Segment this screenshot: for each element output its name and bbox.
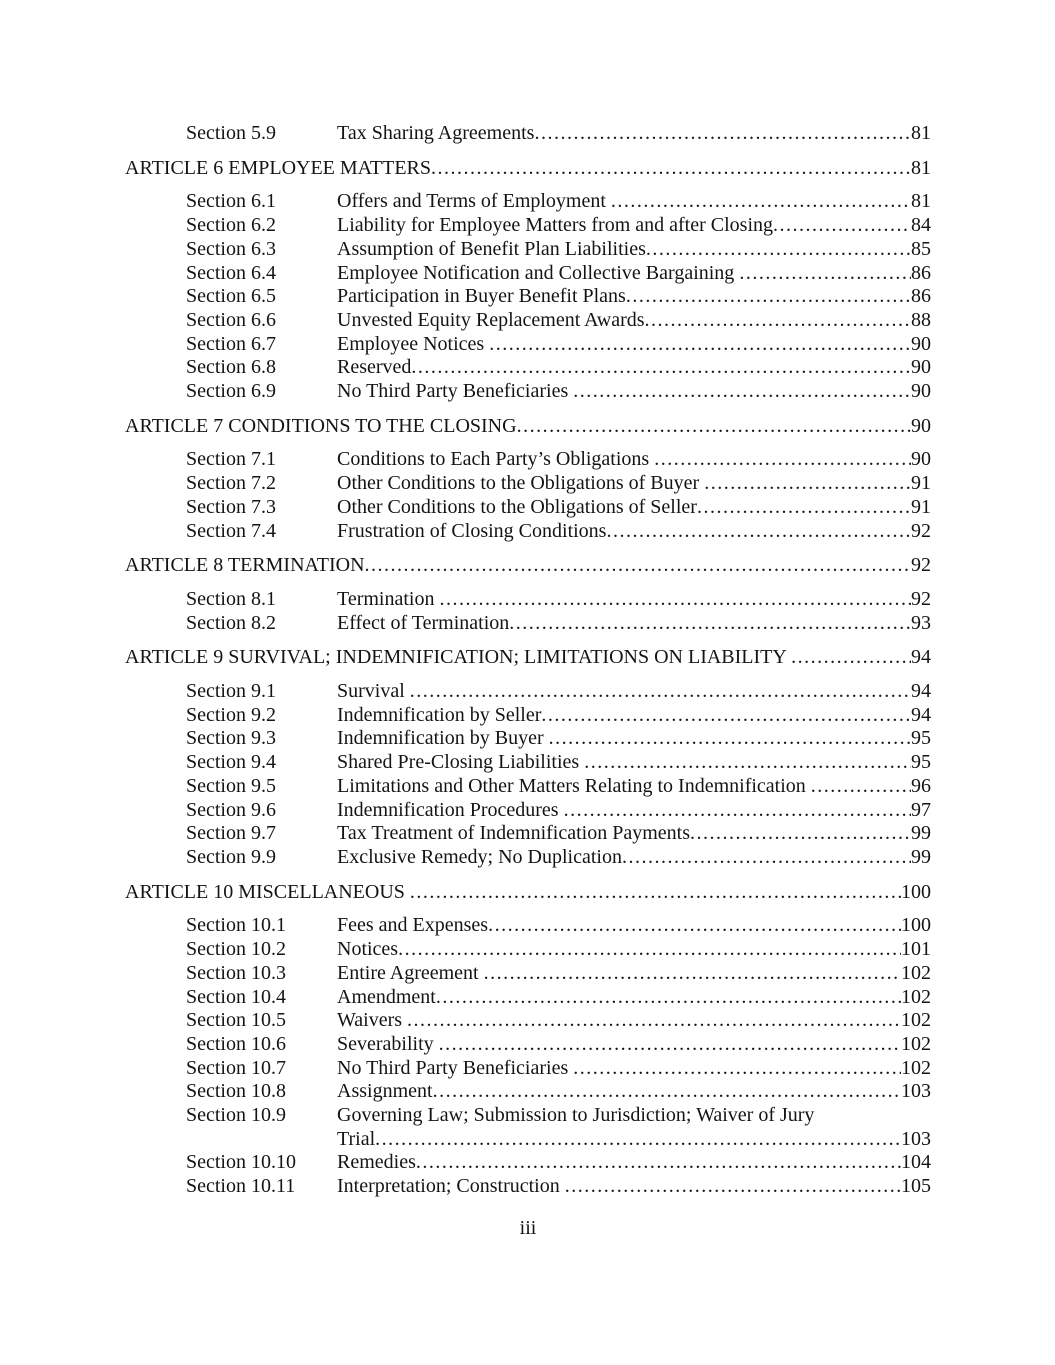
entry-title: Limitations and Other Matters Relating to Indemnification — [337, 774, 811, 797]
toc-entry-section — [125, 285, 931, 309]
section-number: Section 9.1 — [186, 680, 276, 703]
section-number: Section 9.5 — [186, 774, 276, 797]
entry-page-number: 81 — [911, 122, 931, 144]
entry-title: ARTICLE 10 MISCELLANEOUS — [125, 880, 410, 903]
dot-leader — [791, 646, 911, 670]
section-number: Section 8.2 — [186, 611, 276, 634]
dot-leader — [439, 1033, 901, 1057]
toc-entry-section — [125, 356, 931, 380]
entry-title: Severability — [337, 1032, 439, 1055]
dot-leader — [606, 520, 911, 544]
entry-page-number: 93 — [911, 611, 931, 634]
entry-title: Assumption of Benefit Plan Liabilities — [337, 237, 646, 260]
toc-entry-section — [125, 938, 931, 962]
entry-title: ARTICLE 8 TERMINATION — [125, 554, 365, 577]
entry-title: Other Conditions to the Obligations of Seller — [337, 495, 697, 518]
section-number: Section 9.3 — [186, 727, 276, 750]
toc-entry-section — [125, 799, 931, 823]
entry-title: Amendment — [337, 985, 436, 1008]
entry-title: Employee Notification and Collective Bargaining — [337, 261, 740, 284]
toc-entry-section — [125, 914, 931, 938]
entry-page-number: 102 — [901, 1032, 931, 1055]
dot-leader — [488, 914, 901, 938]
entry-title: Governing Law; Submission to Jurisdiction; Waiver of Jury — [337, 1104, 815, 1127]
section-number: Section 10.8 — [186, 1080, 286, 1103]
entry-page-number: 90 — [911, 448, 931, 471]
entry-page-number: 95 — [911, 727, 931, 750]
toc-entry-section — [125, 1175, 931, 1199]
dot-leader — [697, 496, 911, 520]
section-number: Section 6.8 — [186, 356, 276, 379]
entry-title: Indemnification by Buyer — [337, 727, 549, 750]
dot-leader — [433, 1080, 901, 1104]
entry-page-number: 94 — [911, 680, 931, 703]
entry-page-number: 105 — [901, 1175, 931, 1198]
toc-entry-section — [125, 262, 931, 286]
entry-page-number: 90 — [911, 356, 931, 379]
toc-entry-article — [125, 157, 931, 181]
entry-page-number: 90 — [911, 332, 931, 355]
dot-leader — [416, 1151, 901, 1175]
dot-leader — [573, 380, 911, 404]
entry-page-number: 94 — [911, 703, 931, 726]
entry-title: Interpretation; Construction — [337, 1175, 565, 1198]
entry-page-number: 91 — [911, 495, 931, 518]
dot-leader — [704, 472, 911, 496]
section-number: Section 10.6 — [186, 1032, 286, 1055]
toc-entry-article — [125, 415, 931, 439]
toc-content — [125, 122, 931, 1240]
entry-title: ARTICLE 7 CONDITIONS TO THE CLOSING — [125, 414, 517, 437]
dot-leader — [626, 285, 911, 309]
entry-page-number: 99 — [911, 845, 931, 868]
section-number: Section 9.2 — [186, 703, 276, 726]
section-number: Section 7.2 — [186, 472, 276, 495]
dot-leader — [436, 986, 901, 1010]
entry-title: Trial — [337, 1127, 376, 1150]
dot-leader — [645, 309, 911, 333]
toc-entry-section — [125, 751, 931, 775]
toc-entry-section — [125, 822, 931, 846]
dot-leader — [654, 448, 911, 472]
dot-leader — [622, 846, 911, 870]
toc-entry-section — [125, 962, 931, 986]
entry-page-number: 81 — [911, 190, 931, 213]
dot-leader — [584, 751, 911, 775]
entry-title: Employee Notices — [337, 332, 490, 355]
entry-page-number: 91 — [911, 472, 931, 495]
toc-entry-section — [125, 704, 931, 728]
entry-title: Tax Treatment of Indemnification Payments — [337, 822, 690, 845]
toc-entry-article — [125, 554, 931, 578]
dot-leader — [690, 822, 911, 846]
section-number: Section 9.6 — [186, 798, 276, 821]
dot-leader — [549, 727, 911, 751]
entry-title: Liability for Employee Matters from and after Closing — [337, 214, 773, 237]
toc-entry-section — [125, 238, 931, 262]
toc-entry-section — [125, 846, 931, 870]
section-number: Section 10.5 — [186, 1009, 286, 1032]
dot-leader — [509, 612, 911, 636]
dot-leader — [398, 938, 901, 962]
toc-entry-section — [125, 588, 931, 612]
entry-title: Unvested Equity Replacement Awards — [337, 308, 645, 331]
toc-entry-section — [125, 1080, 931, 1104]
entry-page-number: 95 — [911, 751, 931, 774]
entry-page-number: 92 — [911, 587, 931, 610]
page-number-footer: iii — [519, 1216, 537, 1239]
entry-page-number: 84 — [911, 214, 931, 237]
toc-entry-section — [125, 190, 931, 214]
entry-title: Indemnification by Seller — [337, 703, 542, 726]
toc-entry-article — [125, 881, 931, 905]
entry-title: Shared Pre-Closing Liabilities — [337, 751, 585, 774]
entry-page-number: 102 — [901, 961, 931, 984]
entry-title: Fees and Expenses — [337, 914, 489, 937]
entry-page-number: 92 — [911, 554, 931, 577]
toc-entry-section — [125, 1104, 931, 1128]
dot-leader — [534, 122, 911, 146]
dot-leader — [375, 1128, 901, 1152]
table-of-contents — [125, 122, 931, 1199]
entry-page-number: 90 — [911, 414, 931, 437]
dot-leader — [611, 190, 911, 214]
section-number: Section 6.2 — [186, 214, 276, 237]
toc-entry-section — [125, 448, 931, 472]
section-number: Section 7.4 — [186, 519, 276, 542]
section-number: Section 6.1 — [186, 190, 276, 213]
entry-page-number: 81 — [911, 156, 931, 179]
entry-page-number: 86 — [911, 261, 931, 284]
toc-entry-section — [125, 1033, 931, 1057]
entry-title: Assignment — [337, 1080, 433, 1103]
dot-leader — [411, 356, 911, 380]
entry-page-number: 96 — [911, 774, 931, 797]
toc-entry-section — [125, 1151, 931, 1175]
toc-entry-section — [125, 727, 931, 751]
section-number: Section 9.4 — [186, 751, 276, 774]
entry-title: Entire Agreement — [337, 961, 484, 984]
entry-page-number: 88 — [911, 308, 931, 331]
section-number: Section 7.1 — [186, 448, 276, 471]
toc-entry-section — [125, 309, 931, 333]
toc-entry-article — [125, 646, 931, 670]
toc-entry-section — [125, 1057, 931, 1081]
toc-entry-section — [125, 214, 931, 238]
toc-entry-section — [125, 680, 931, 704]
entry-page-number: 101 — [901, 938, 931, 961]
dot-leader — [365, 554, 911, 578]
entry-page-number: 102 — [901, 1009, 931, 1032]
entry-page-number: 92 — [911, 519, 931, 542]
entry-page-number: 94 — [911, 646, 931, 669]
section-number: Section 6.7 — [186, 332, 276, 355]
dot-leader — [410, 881, 901, 905]
section-number: Section 5.9 — [186, 122, 276, 144]
entry-title: ARTICLE 6 EMPLOYEE MATTERS — [125, 156, 432, 179]
entry-page-number: 103 — [901, 1127, 931, 1150]
toc-entry-section — [125, 520, 931, 544]
dot-leader — [410, 680, 911, 704]
entry-title: Survival — [337, 680, 410, 703]
entry-title: Other Conditions to the Obligations of Buyer — [337, 472, 705, 495]
dot-leader — [407, 1009, 901, 1033]
dot-leader — [564, 799, 911, 823]
entry-page-number: 100 — [901, 914, 931, 937]
section-number: Section 10.7 — [186, 1056, 286, 1079]
section-number: Section 10.1 — [186, 914, 286, 937]
toc-entry-section — [125, 333, 931, 357]
entry-page-number: 86 — [911, 285, 931, 308]
section-number: Section 10.3 — [186, 961, 286, 984]
entry-title: Effect of Termination — [337, 611, 510, 634]
entry-title: Remedies — [337, 1151, 416, 1174]
toc-entry-section — [125, 1009, 931, 1033]
entry-title: Exclusive Remedy; No Duplication — [337, 845, 622, 868]
section-number: Section 10.11 — [186, 1175, 296, 1198]
entry-title: No Third Party Beneficiaries — [337, 1056, 574, 1079]
section-number: Section 9.9 — [186, 845, 276, 868]
section-number: Section 10.10 — [186, 1151, 296, 1174]
section-number: Section 7.3 — [186, 495, 276, 518]
section-number: Section 6.9 — [186, 380, 276, 403]
dot-leader — [541, 704, 911, 728]
entry-title: Participation in Buyer Benefit Plans — [337, 285, 626, 308]
dot-leader — [773, 214, 911, 238]
dot-leader — [489, 333, 911, 357]
dot-leader — [517, 415, 911, 439]
entry-page-number: 99 — [911, 822, 931, 845]
entry-page-number: 97 — [911, 798, 931, 821]
dot-leader — [431, 157, 911, 181]
section-number: Section 9.7 — [186, 822, 276, 845]
toc-entry-section — [125, 986, 931, 1010]
dot-leader — [646, 238, 911, 262]
entry-page-number: 104 — [901, 1151, 931, 1174]
dot-leader — [484, 962, 901, 986]
entry-page-number: 90 — [911, 380, 931, 403]
entry-title: Tax Sharing Agreements — [337, 122, 535, 144]
dot-leader — [439, 588, 911, 612]
entry-title: No Third Party Beneficiaries — [337, 380, 574, 403]
entry-page-number: 102 — [901, 1056, 931, 1079]
toc-entry-section — [125, 472, 931, 496]
entry-title: Termination — [337, 587, 440, 610]
dot-leader — [811, 775, 911, 799]
entry-title: Reserved — [337, 356, 412, 379]
section-number: Section 6.3 — [186, 237, 276, 260]
toc-entry-section — [125, 122, 931, 146]
dot-leader — [565, 1175, 901, 1199]
entry-title: Notices — [337, 938, 399, 961]
section-number: Section 6.6 — [186, 308, 276, 331]
toc-entry-section — [125, 775, 931, 799]
entry-page-number: 102 — [901, 985, 931, 1008]
entry-title: Indemnification Procedures — [337, 798, 564, 821]
section-number: Section 8.1 — [186, 587, 276, 610]
entry-page-number: 85 — [911, 237, 931, 260]
toc-entry-continuation — [125, 1128, 931, 1152]
entry-page-number: 100 — [901, 880, 931, 903]
section-number: Section 10.4 — [186, 985, 286, 1008]
section-number: Section 10.9 — [186, 1104, 286, 1127]
entry-page-number: 103 — [901, 1080, 931, 1103]
entry-title: Frustration of Closing Conditions — [337, 519, 607, 542]
section-number: Section 10.2 — [186, 938, 286, 961]
toc-entry-section — [125, 612, 931, 636]
section-number: Section 6.4 — [186, 261, 276, 284]
entry-title: Waivers — [337, 1009, 408, 1032]
section-number: Section 6.5 — [186, 285, 276, 308]
entry-title: Conditions to Each Party’s Obligations — [337, 448, 655, 471]
dot-leader — [573, 1057, 901, 1081]
toc-entry-section — [125, 380, 931, 404]
entry-title: Offers and Terms of Employment — [337, 190, 611, 213]
dot-leader — [739, 262, 911, 286]
toc-entry-section — [125, 496, 931, 520]
entry-title: ARTICLE 9 SURVIVAL; INDEMNIFICATION; LIMITATIONS ON LIABILITY — [125, 646, 792, 669]
